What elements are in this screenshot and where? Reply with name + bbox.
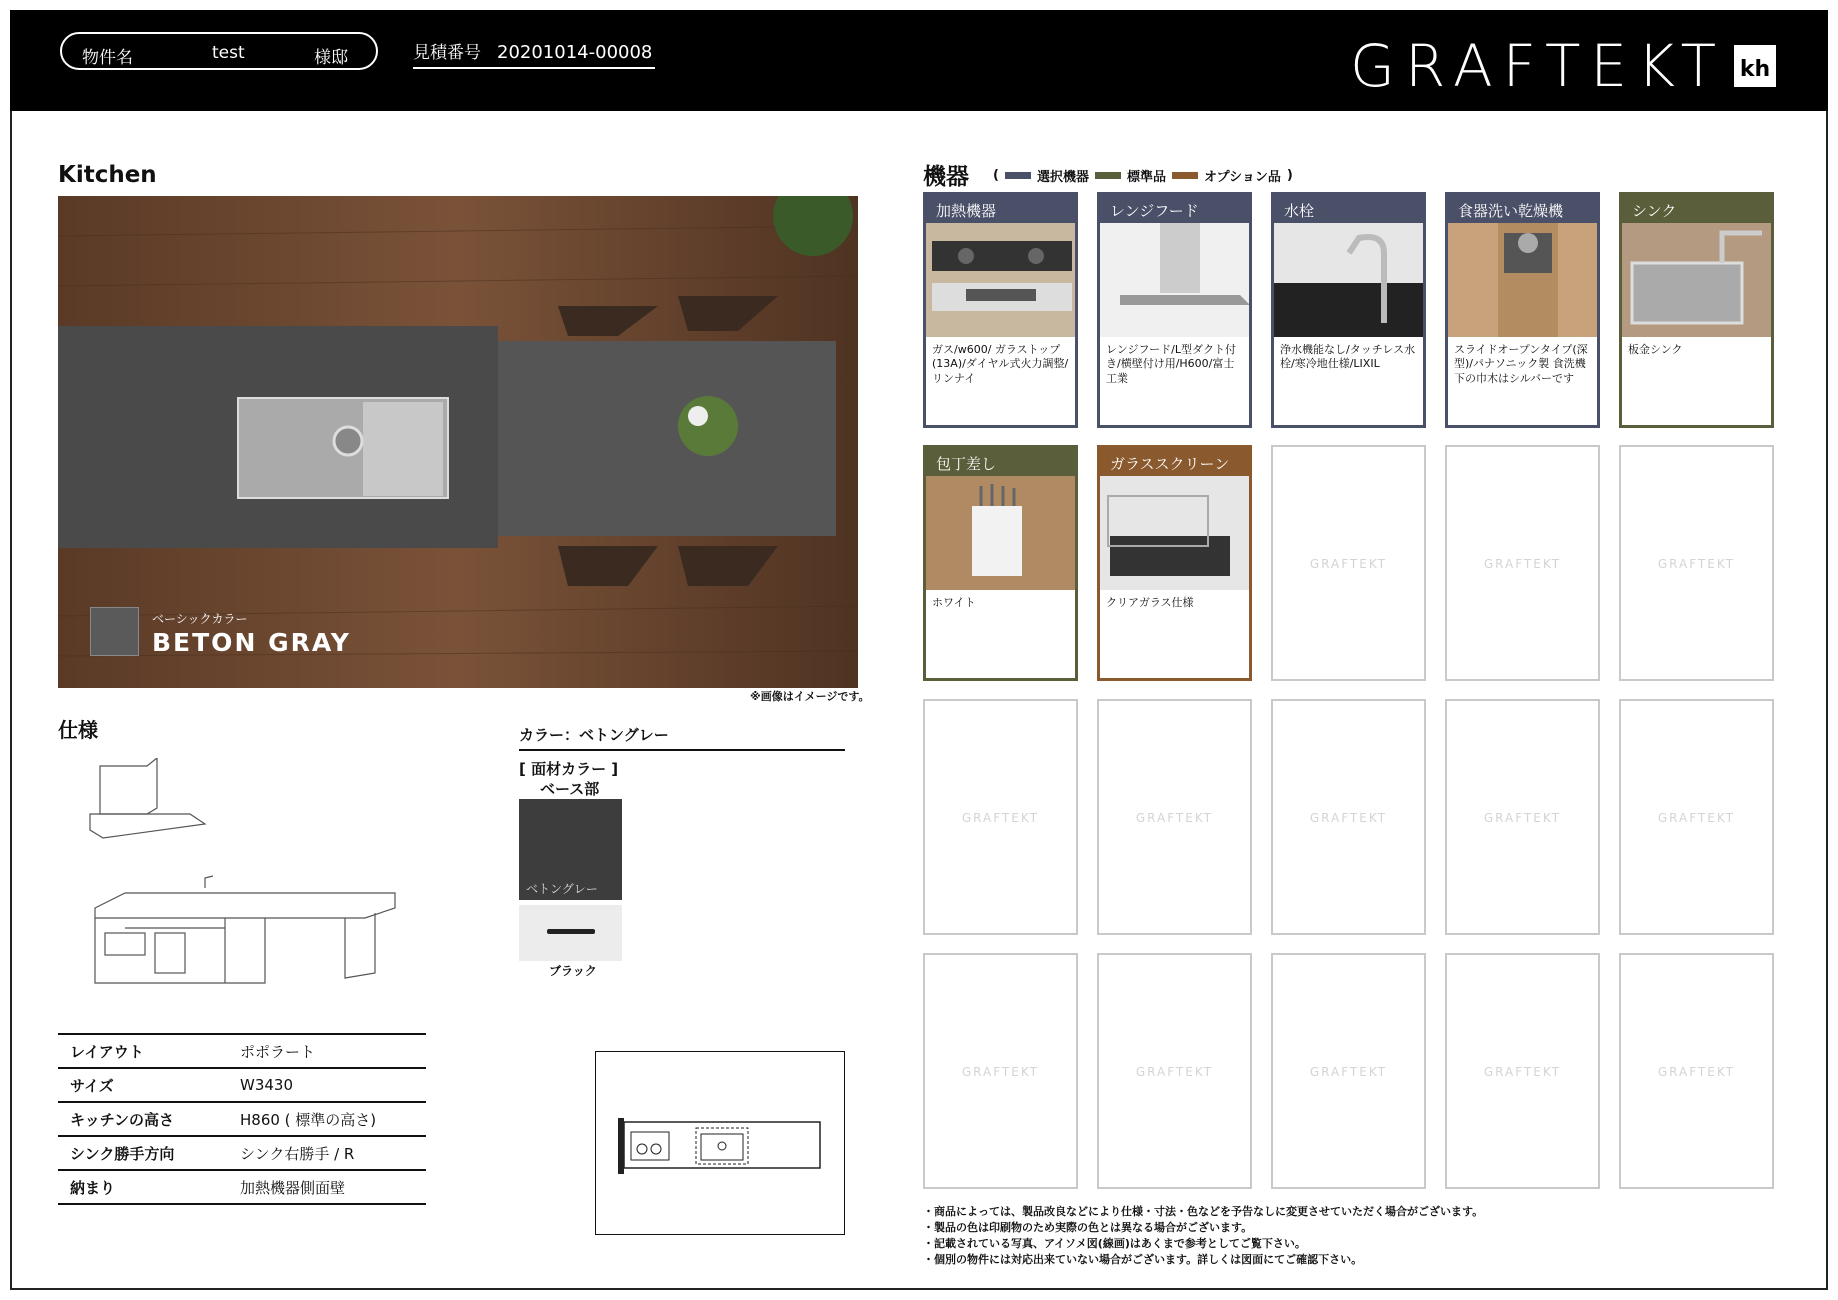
floor-plan-drawing (596, 1052, 846, 1236)
equipment-card-empty (1271, 953, 1426, 1189)
equipment-legend (993, 166, 1293, 185)
header-bar (10, 10, 1828, 111)
equipment-card-empty (1445, 953, 1600, 1189)
handle-swatch-black (519, 905, 622, 961)
card-title: 包丁差し (926, 448, 1075, 476)
equipment-card-empty (1271, 445, 1426, 681)
image-note: ※画像はイメージです。 (750, 690, 870, 703)
material-heading: [ 面材カラー ] (519, 760, 619, 778)
floor-plan-box (595, 1051, 845, 1235)
equipment-card-empty (1619, 445, 1774, 681)
equipment-card-empty (1619, 953, 1774, 1189)
table-row (58, 1068, 426, 1102)
legend-swatch (1172, 172, 1198, 179)
handle-icon (519, 905, 622, 961)
basic-color-swatch (90, 607, 139, 656)
equipment-card-empty (1445, 699, 1600, 935)
spec-value: 加熱機器側面壁 (228, 1170, 426, 1204)
spec-key: サイズ (58, 1068, 228, 1102)
legend-swatch (1005, 172, 1031, 179)
placeholder-logo: GRAFTEKT (1657, 1065, 1736, 1079)
card-description: スライドオープンタイプ(深型)/パナソニック製 食洗機下の巾木はシルバーです (1454, 343, 1588, 385)
kitchen-isometric-drawing (85, 758, 415, 988)
equipment-card-dishwasher[interactable] (1445, 192, 1600, 428)
equipment-card-empty (923, 699, 1078, 935)
equipment-title: 機器 (923, 164, 969, 190)
spec-key: レイアウト (58, 1034, 228, 1068)
equipment-card-empty (1619, 699, 1774, 935)
legend-label: 選択機器 (1036, 170, 1089, 185)
card-description: 板金シンク (1628, 343, 1683, 356)
card-description: ガス/w600/ ガラストップ(13A)/ダイヤル式火力調整/リンナイ (932, 343, 1069, 385)
placeholder-logo: GRAFTEKT (1483, 557, 1562, 571)
equipment-card-faucet[interactable] (1271, 192, 1426, 428)
kitchen-title: Kitchen (58, 162, 157, 188)
card-image (1622, 223, 1771, 337)
placeholder-logo: GRAFTEKT (1135, 811, 1214, 825)
base-heading: ベース部 (540, 780, 600, 798)
table-row (58, 1136, 426, 1170)
legend-swatch (1095, 172, 1121, 179)
card-image (926, 223, 1075, 337)
property-value: test (212, 43, 245, 63)
placeholder-logo: GRAFTEKT (1657, 811, 1736, 825)
note-line: ・商品によっては、製品改良などにより仕様・寸法・色などを予告なしに変更させていただく場合がございます。 (923, 1205, 1484, 1218)
placeholder-logo: GRAFTEKT (1483, 1065, 1562, 1079)
property-suffix: 様邸 (314, 48, 348, 68)
placeholder-logo: GRAFTEKT (1309, 811, 1388, 825)
legend-close: ) (1286, 168, 1293, 183)
card-title: 食器洗い乾燥機 (1448, 195, 1597, 223)
placeholder-logo: GRAFTEKT (1309, 1065, 1388, 1079)
spec-value: シンク右勝手 / R (228, 1136, 426, 1170)
equipment-card-sink[interactable] (1619, 192, 1774, 428)
table-row (58, 1034, 426, 1068)
card-title: レンジフード (1100, 195, 1249, 223)
brand-name: GRAFTEKT (1350, 32, 1726, 100)
placeholder-logo: GRAFTEKT (1657, 557, 1736, 571)
equipment-card-empty (1097, 953, 1252, 1189)
spec-value: H860 ( 標準の高さ) (228, 1102, 426, 1136)
equipment-card-empty (1097, 699, 1252, 935)
card-image (1448, 223, 1597, 337)
equipment-card-empty (1445, 445, 1600, 681)
card-title: 水栓 (1274, 195, 1423, 223)
legend-open: ( (993, 168, 999, 183)
brand-logo (1350, 32, 1776, 100)
estimate-number (413, 38, 655, 69)
equipment-card-empty (1271, 699, 1426, 935)
disclaimer-notes (923, 1204, 1483, 1268)
brand-mark: kh (1734, 45, 1776, 87)
basic-color-label: ベーシックカラー (152, 612, 248, 626)
table-row (58, 1102, 426, 1136)
spec-table (58, 1033, 426, 1205)
equipment-card-range-hood[interactable] (1097, 192, 1252, 428)
equipment-card-empty (923, 953, 1078, 1189)
equipment-card-knife-holder[interactable] (923, 445, 1078, 681)
card-image (1100, 223, 1249, 337)
placeholder-logo: GRAFTEKT (961, 1065, 1040, 1079)
card-title: 加熱機器 (926, 195, 1075, 223)
spec-key: キッチンの高さ (58, 1102, 228, 1136)
table-row (58, 1170, 426, 1204)
note-line: ・記載されている写真、アイソメ図(線画)はあくまで参考としてご覧下さい。 (923, 1237, 1306, 1250)
equipment-card-glass-screen[interactable] (1097, 445, 1252, 681)
card-image (926, 476, 1075, 590)
material-swatch-label: ベトングレー (526, 882, 598, 896)
spec-value: W3430 (228, 1068, 426, 1102)
spec-value: ポポラート (228, 1034, 426, 1068)
placeholder-logo: GRAFTEKT (1135, 1065, 1214, 1079)
card-description: レンジフード/L型ダクト付き/横壁付け用/H600/富士工業 (1106, 343, 1236, 385)
card-description: 浄水機能なし/タッチレス水栓/寒冷地仕様/LIXIL (1280, 343, 1416, 371)
spec-key: シンク勝手方向 (58, 1136, 228, 1170)
card-description: ホワイト (932, 596, 976, 609)
note-line: ・製品の色は印刷物のため実際の色とは異なる場合がございます。 (923, 1221, 1253, 1234)
card-title: ガラススクリーン (1100, 448, 1249, 476)
color-heading: カラー：ベトングレー (519, 724, 845, 751)
handle-swatch-label: ブラック (549, 964, 597, 978)
note-line: ・個別の物件には対応出来ていない場合がございます。詳しくは図面にてご確認下さい。 (923, 1253, 1363, 1266)
legend-label: オプション品 (1203, 170, 1281, 185)
card-image (1274, 223, 1423, 337)
placeholder-logo: GRAFTEKT (1309, 557, 1388, 571)
basic-color-name: BETON GRAY (152, 628, 351, 657)
spec-key: 納まり (58, 1170, 228, 1204)
estimate-value: 20201014-00008 (497, 42, 653, 63)
card-image (1100, 476, 1249, 590)
placeholder-logo: GRAFTEKT (1483, 811, 1562, 825)
spec-title: 仕様 (58, 718, 98, 742)
card-description: クリアガラス仕様 (1106, 596, 1194, 609)
property-label: 物件名 (82, 48, 133, 68)
placeholder-logo: GRAFTEKT (961, 811, 1040, 825)
property-name-pill (60, 32, 378, 70)
equipment-card-heater[interactable] (923, 192, 1078, 428)
card-title: シンク (1622, 195, 1771, 223)
legend-label: 標準品 (1126, 170, 1166, 185)
estimate-label: 見積番号 (413, 43, 481, 63)
